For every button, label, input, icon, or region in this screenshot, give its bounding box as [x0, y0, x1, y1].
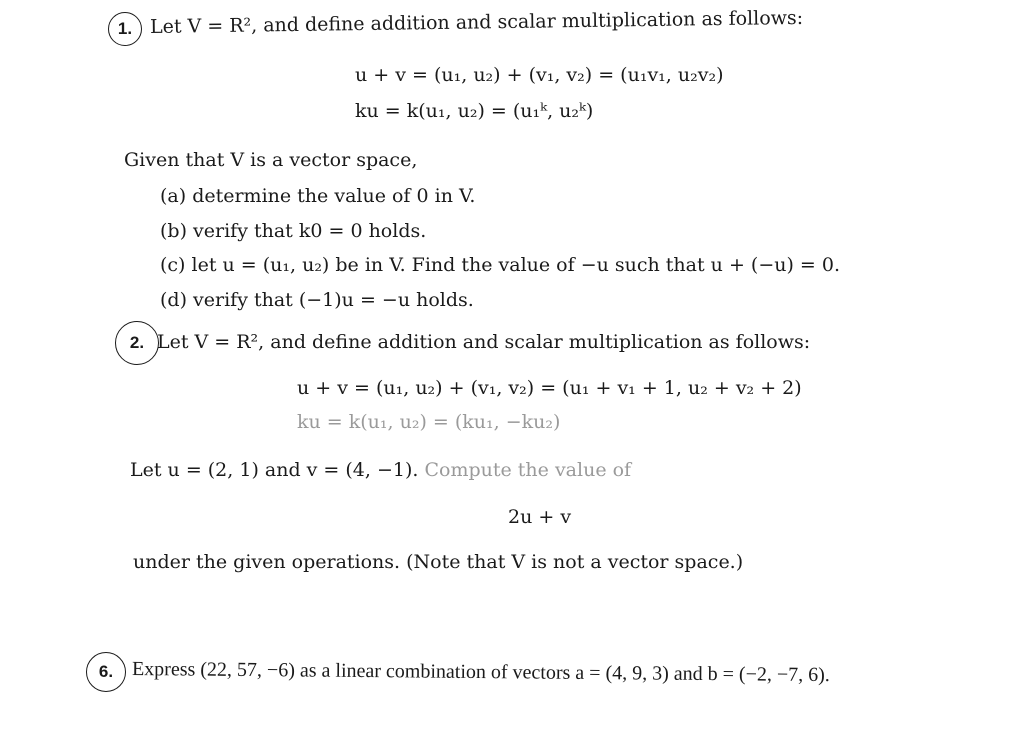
problem-1-number-circle [108, 12, 142, 46]
problem-1-part-c: (c) let u = (u₁, u₂) be in V. Find the value of −u such that u + (−u) = 0. [160, 254, 841, 276]
problem-1-part-d: (d) verify that (−1)u = −u holds. [160, 289, 474, 311]
problem-6-text: Express (22, 57, −6) as a linear combination of vectors a = (4, 9, 3) and b = (−2, −7, 6). [131, 658, 830, 687]
problem-2-scalar-equation: ku = k(u₁, u₂) = (ku₁, −ku₂) [297, 411, 561, 433]
problem-1-scalar-equation: ku = k(u₁, u₂) = (u₁ᵏ, u₂ᵏ) [355, 100, 594, 122]
problem-2-let-prefix: Let u = (2, 1) and v = (4, −1). [130, 459, 425, 481]
problem-1-number: 1. [117, 19, 133, 38]
problem-1-part-a: (a) determine the value of 0 in V. [160, 185, 476, 207]
problem-2-expression: 2u + v [508, 506, 572, 528]
problem-1-intro: Let V = R², and define addition and scalar multiplication as follows: [149, 6, 804, 38]
problem-2-number-circle [115, 321, 159, 365]
problem-2-number: 2. [129, 333, 145, 352]
problem-2-let-line [130, 458, 631, 482]
problem-1-part-b: (b) verify that k0 = 0 holds. [160, 220, 427, 242]
problem-2-note: under the given operations. (Note that V is not a vector space.) [133, 551, 744, 573]
problem-2-addition-equation: u + v = (u₁, u₂) + (v₁, v₂) = (u₁ + v₁ + 1, u₂ + v₂ + 2) [297, 377, 802, 399]
problem-1-given: Given that V is a vector space, [124, 149, 418, 171]
problem-2-intro: Let V = R², and define addition and scalar multiplication as follows: [157, 331, 811, 353]
problem-1-addition-equation: u + v = (u₁, u₂) + (v₁, v₂) = (u₁v₁, u₂v₂) [355, 64, 724, 86]
problem-6-number-circle [86, 652, 126, 692]
problem-6-number: 6. [98, 662, 114, 681]
problem-2-let-suffix: Compute the value of [424, 459, 632, 481]
